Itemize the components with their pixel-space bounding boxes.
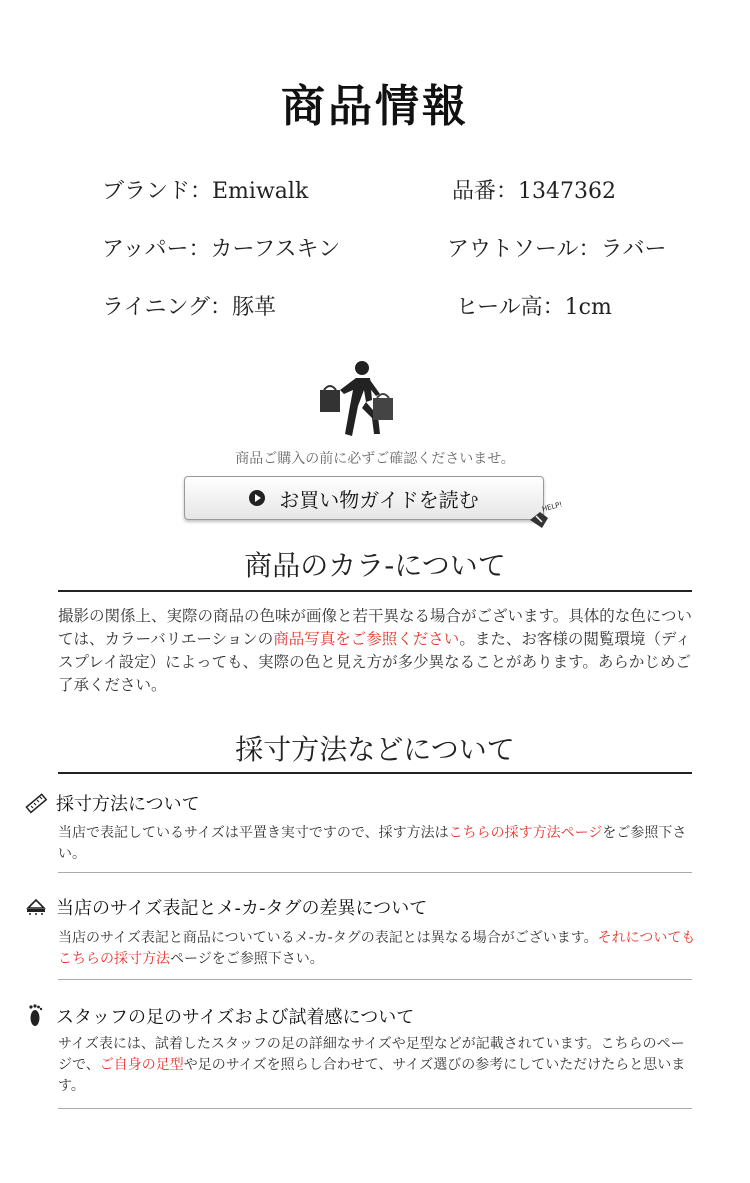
measure-item-text	[58, 928, 698, 970]
measure-item-text-after: や足のサイズを照らし合わせて、サイズ選びの参考にしていただけたらと思います。	[58, 1057, 686, 1094]
play-icon	[249, 490, 265, 506]
measure-item-divider	[58, 872, 692, 873]
measure-section-heading: 採寸方法などについて	[235, 733, 515, 766]
shopping-guide-button[interactable]	[184, 476, 544, 520]
measure-item-text-after: ページをご参照下さい。	[170, 951, 324, 967]
measurement-method-link[interactable]: こちらの採す方法ページ	[448, 825, 603, 841]
footprint-icon	[22, 1004, 50, 1028]
color-section-text	[58, 605, 698, 697]
color-text-before: 撮影の関係上、実際の商品の色味が画像と若干異なる場合がございます。具体的な色については、カラーバリエーションの	[58, 607, 692, 648]
product-photo-link[interactable]: 商品写真をご参照ください	[273, 630, 460, 648]
measure-section-divider	[58, 772, 692, 774]
measure-item-title: スタッフの足のサイズおよび試着感について	[56, 1007, 415, 1028]
own-foot-shape-link[interactable]: ご自身の足型	[99, 1057, 184, 1073]
measure-item-header	[22, 790, 200, 816]
shopper-icon	[318, 360, 398, 440]
measure-item-header	[22, 894, 427, 920]
measure-item-header	[22, 1003, 414, 1029]
page-title: 商品情報	[281, 81, 469, 132]
spec-outsole: アウトソール：ラバー	[447, 237, 667, 262]
measure-item-divider	[58, 1108, 692, 1109]
measure-item-title: 当店のサイズ表記とメ-カ-タグの差異について	[56, 898, 428, 919]
measure-item-text	[58, 823, 698, 865]
measure-item-text	[58, 1034, 698, 1097]
ruler-icon	[22, 791, 50, 815]
spec-upper: アッパー：カーフスキン	[102, 237, 341, 262]
measure-item-title: 採寸方法について	[56, 794, 200, 815]
spec-heel-height: ヒール高：1cm	[456, 295, 612, 320]
spec-item-number: 品番：1347362	[452, 179, 616, 204]
purchase-notice: 商品ご購入の前に必ずご確認くださいませ。	[235, 451, 515, 467]
help-pointer-icon	[528, 498, 566, 532]
measure-item-text-before: サイズ表には、試着したスタッフの足の詳細なサイズや足型などが記載されています。こちらのページで、	[58, 1036, 685, 1073]
help-label: HELP!	[541, 500, 564, 514]
spec-brand: ブランド：Emiwalk	[102, 179, 309, 204]
color-section-divider	[58, 590, 692, 592]
measure-item-text-before: 当店のサイズ表記と商品についているメ-カ-タグの表記とは異なる場合がございます。	[58, 930, 598, 946]
color-section-heading: 商品のカラ-について	[244, 549, 506, 582]
measure-item-text-before: 当店で表記しているサイズは平置き実寸ですので、採す方法は	[58, 825, 449, 841]
measure-item-text-after: をご参照下さい。	[58, 825, 687, 862]
shopping-guide-button-label: お買い物ガイドを読む	[279, 487, 479, 512]
tag-icon	[22, 895, 50, 919]
size-method-link[interactable]: それについてもこちらの採寸方法	[58, 930, 696, 967]
measure-item-divider	[58, 979, 692, 980]
color-text-after: 。また、お客様の閲覧環境（ディスプレイ設定）によっても、実際の色と見え方が多少異なることがあります。あらかじめご了承ください。	[58, 630, 691, 694]
spec-lining: ライニング：豚革	[102, 295, 277, 320]
